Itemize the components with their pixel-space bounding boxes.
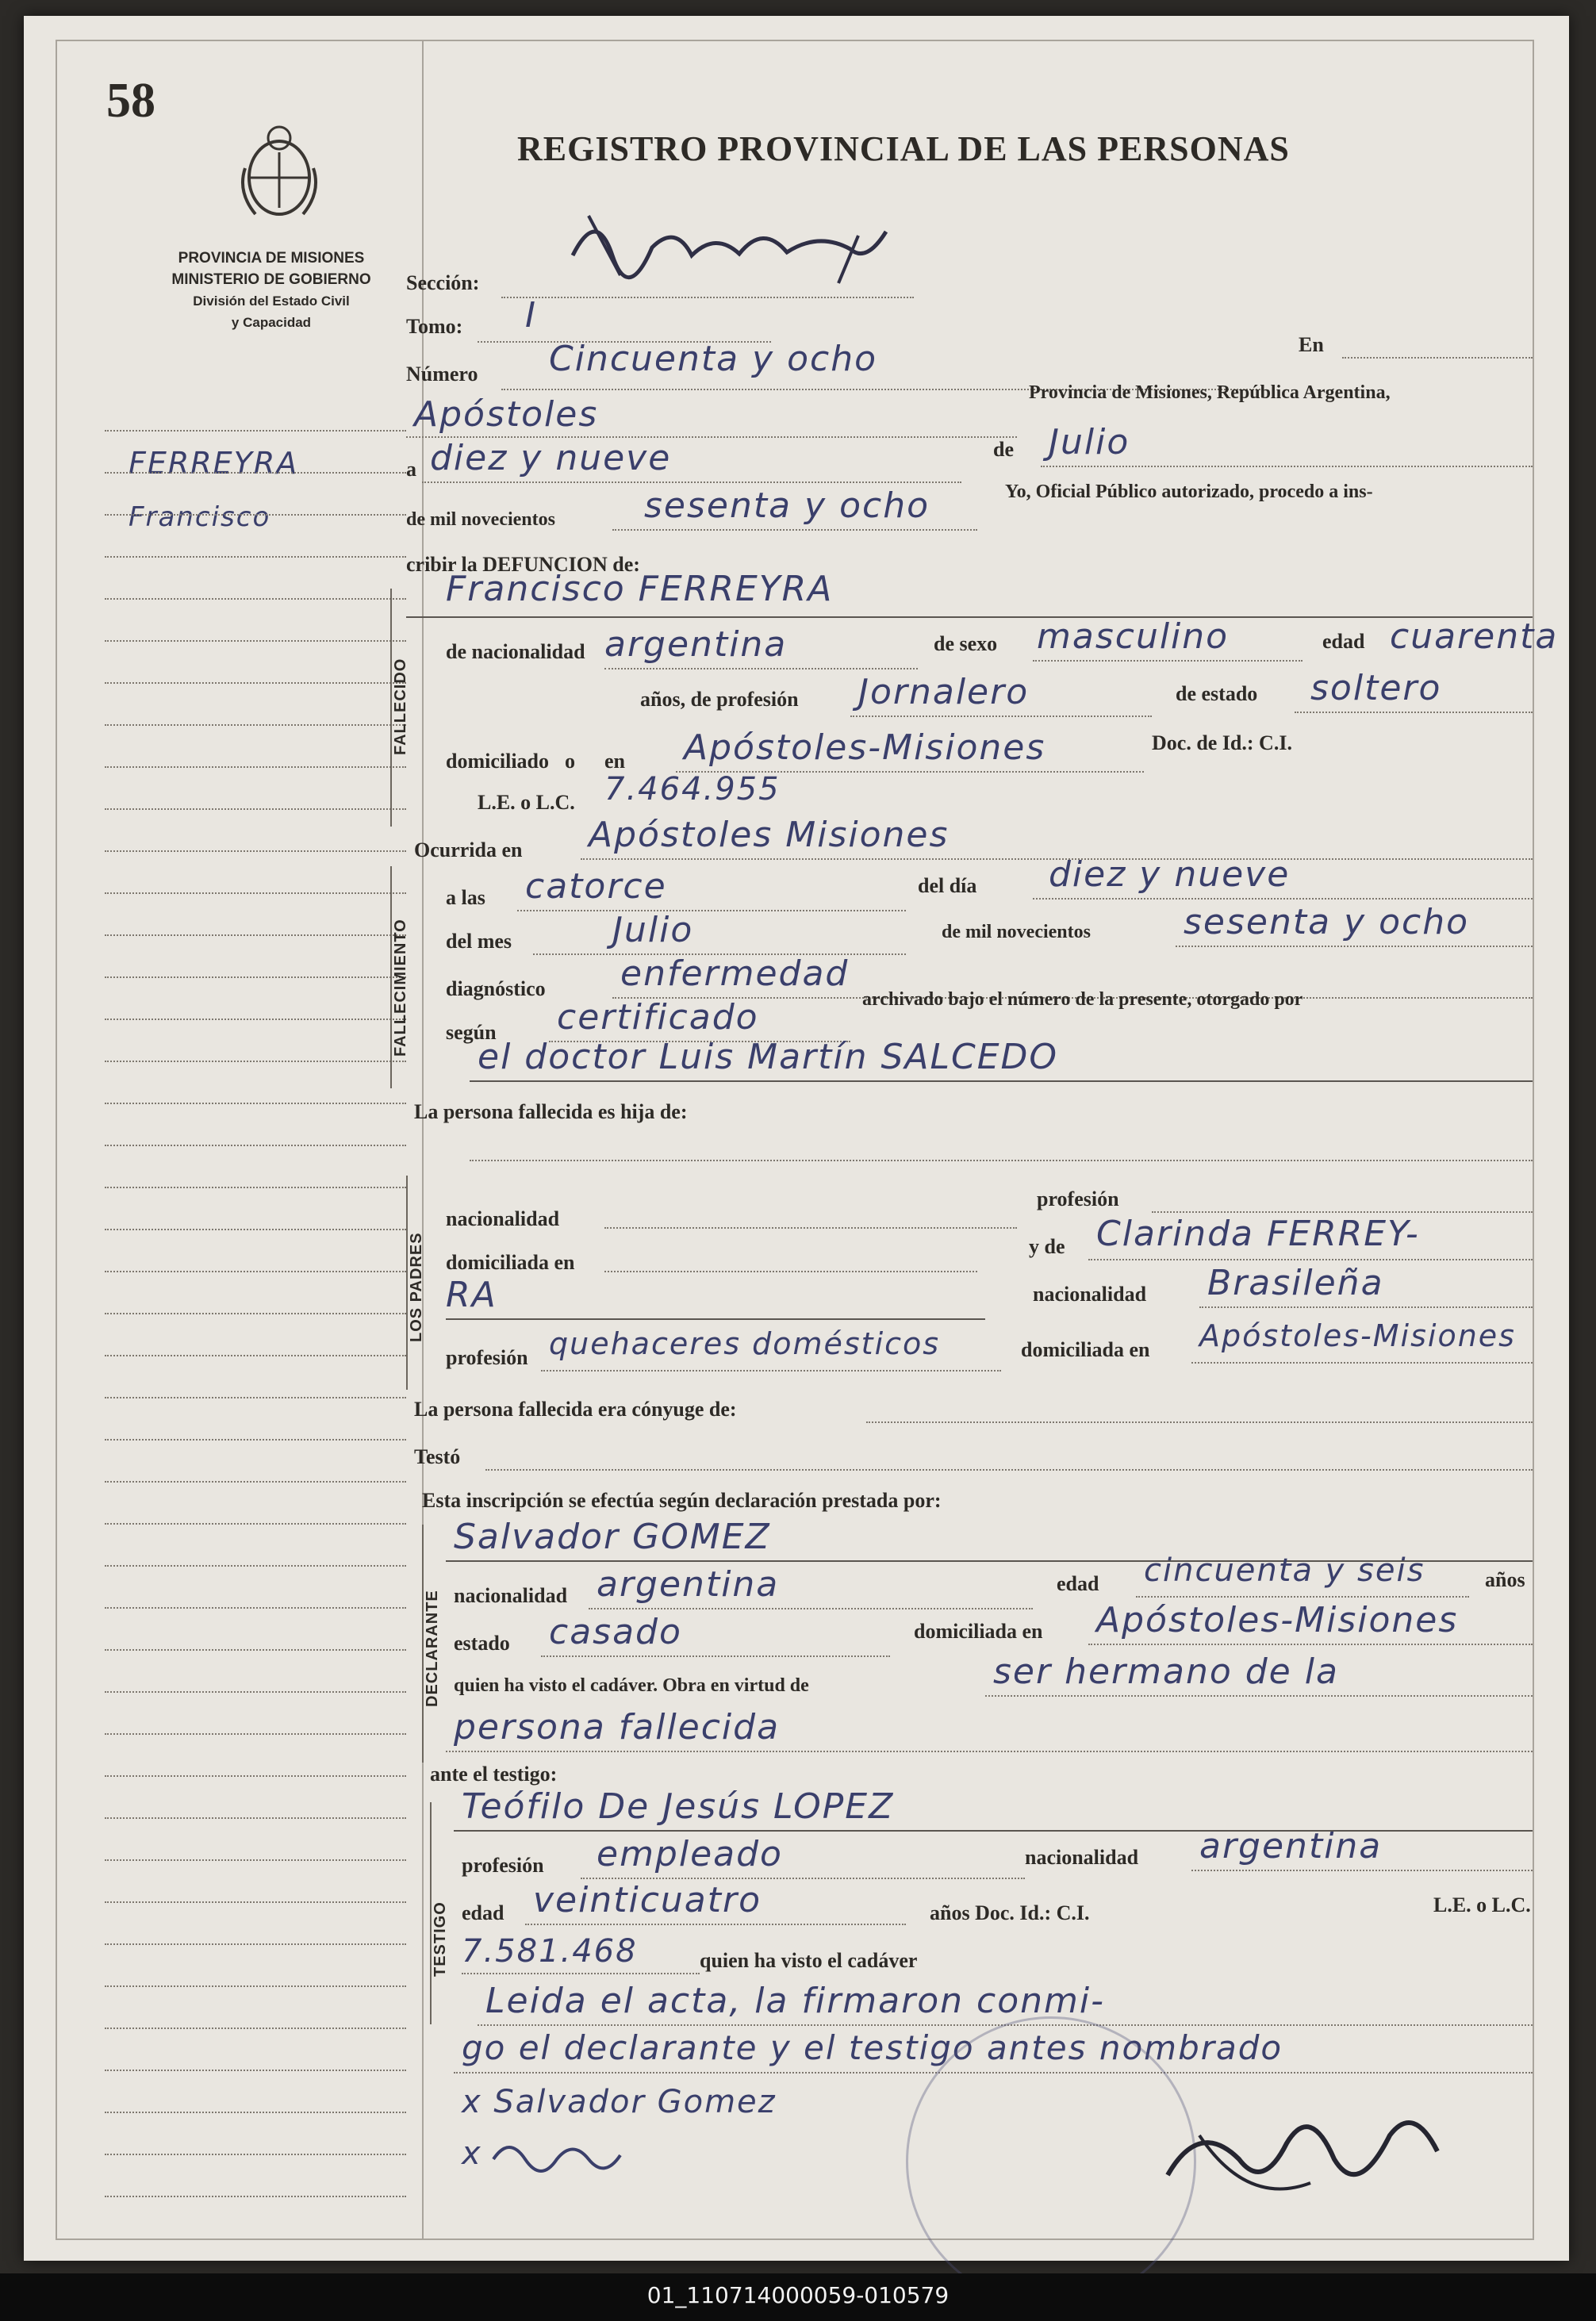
estado-label: de estado: [1176, 682, 1258, 705]
margin-ruled-line: [105, 1019, 406, 1020]
y-de-label: y de: [1029, 1235, 1065, 1258]
margin-ruled-line: [105, 1523, 406, 1525]
sexo-value: masculino: [1037, 616, 1230, 657]
madre-profesion-label: profesión: [446, 1346, 528, 1369]
declarante-section-label: DECLARANTE: [424, 1590, 441, 1707]
conyuge-label: La persona fallecida era cónyuge de:: [414, 1398, 737, 1421]
tomo-value: I: [525, 295, 537, 336]
margin-ruled-line: [105, 1229, 406, 1230]
margin-ruled-line: [105, 1943, 406, 1945]
declarante-estado-value: casado: [549, 1612, 682, 1652]
domiciliado-label: domiciliado: [446, 750, 550, 773]
margin-ruled-line: [105, 1733, 406, 1735]
madre-profesion-value: quehaceres domésticos: [549, 1326, 941, 1361]
dia-value: diez y nueve: [1049, 854, 1291, 895]
testigo-le-value: 7.581.468: [462, 1933, 638, 1970]
padre-profesion-label: profesión: [1037, 1187, 1119, 1210]
official-signature-icon: [565, 200, 898, 287]
day-value: diez y nueve: [430, 438, 672, 478]
testigo-nacionalidad-label: nacionalidad: [1025, 1846, 1139, 1869]
margin-ruled-line: [105, 472, 406, 474]
declarante-edad-value: cincuenta y seis: [1144, 1552, 1425, 1589]
margin-ruled-line: [105, 430, 406, 432]
testigo-edad-label: edad: [462, 1901, 505, 1924]
testigo-signature: x: [462, 2135, 482, 2172]
division-label-1: División del Estado Civil: [193, 293, 350, 309]
provincia-label: Provincia de Misiones, República Argentina,: [1029, 382, 1391, 403]
margin-surname: FERREYRA: [129, 446, 299, 481]
en-label: En: [1299, 333, 1324, 356]
inscribir-label: cribir la DEFUNCION de:: [406, 553, 640, 576]
segun-label: según: [446, 1021, 497, 1044]
de-label: de: [993, 438, 1014, 461]
domicilio-value: Apóstoles-Misiones: [684, 727, 1046, 768]
madre-name-cont: RA: [446, 1275, 497, 1315]
declarante-domicilio-value: Apóstoles-Misiones: [1096, 1600, 1459, 1640]
declarante-virtud-value-cont: persona fallecida: [454, 1707, 781, 1747]
declarante-nacionalidad-value: argentina: [597, 1564, 780, 1605]
month-value: Julio: [1049, 422, 1130, 462]
testigo-le-label: L.E. o L.C.: [1433, 1893, 1531, 1916]
margin-column: [89, 41, 424, 2239]
numero-label: Número: [406, 363, 478, 386]
diagnostico-label: diagnóstico: [446, 977, 546, 1000]
margin-ruled-line: [105, 766, 406, 768]
padre-domiciliada-label: domiciliada en: [446, 1251, 575, 1274]
margin-ruled-line: [105, 976, 406, 978]
margin-ruled-line: [105, 1691, 406, 1693]
madre-nacionalidad-value: Brasileña: [1207, 1263, 1384, 1303]
doc-id-label: Doc. de Id.: C.I.: [1152, 731, 1292, 754]
testigo-visto-label: quien ha visto el cadáver: [700, 1949, 918, 1972]
margin-ruled-line: [105, 1103, 406, 1104]
declaracion-label: Esta inscripción se efectúa según declaración prestada por:: [422, 1489, 942, 1512]
closing-line-1: Leida el acta, la firmaron conmi-: [485, 1981, 1105, 2021]
declarante-visto-label: quien ha visto el cadáver. Obra en virtud de: [454, 1675, 809, 1696]
padre-nacionalidad-label: nacionalidad: [446, 1207, 560, 1230]
margin-ruled-line: [105, 682, 406, 684]
margin-ruled-line: [105, 724, 406, 726]
division-label-2: y Capacidad: [231, 315, 312, 330]
margin-ruled-line: [105, 1355, 406, 1356]
declarante-name: Salvador GOMEZ: [454, 1517, 771, 1557]
testigo-doc-label: años Doc. Id.: C.I.: [930, 1901, 1090, 1924]
document-title: REGISTRO PROVINCIAL DE LAS PERSONAS: [517, 129, 1290, 168]
anos-profesion-label: años, de profesión: [640, 688, 799, 711]
margin-ruled-line: [105, 2112, 406, 2113]
tomo-label: Tomo:: [406, 315, 463, 338]
madre-name: Clarinda FERREY-: [1096, 1214, 1420, 1254]
margin-ruled-line: [105, 808, 406, 810]
margin-ruled-line: [105, 1313, 406, 1314]
oficial-label: Yo, Oficial Público autorizado, procedo a ins-: [1005, 481, 1373, 502]
margin-ruled-line: [105, 1145, 406, 1146]
testigo-profesion-label: profesión: [462, 1854, 544, 1877]
estado-value: soltero: [1310, 668, 1442, 708]
mes-value: Julio: [612, 910, 694, 950]
declarante-signature: x Salvador Gomez: [462, 2084, 777, 2120]
dia-label: del día: [918, 874, 977, 897]
testigo-name: Teófilo De Jesús LOPEZ: [462, 1786, 895, 1827]
ante-testigo-label: ante el testigo:: [430, 1763, 558, 1786]
margin-ruled-line: [105, 2028, 406, 2029]
footer-code: 01_110714000059-010579: [0, 2273, 1596, 2321]
fallecido-section-label: FALLECIDO: [392, 658, 409, 755]
edad-value: cuarenta: [1390, 616, 1559, 657]
domicilio-en-label: en: [604, 750, 625, 773]
declarante-edad-label: edad: [1057, 1572, 1099, 1595]
le-label: L.E. o L.C.: [478, 791, 575, 814]
margin-ruled-line: [105, 850, 406, 852]
margin-ruled-line: [105, 556, 406, 558]
anio-label: de mil novecientos: [942, 922, 1091, 942]
place-value: Apóstoles: [414, 394, 599, 435]
fallecido-name: Francisco FERREYRA: [446, 569, 834, 609]
sexo-label: de sexo: [934, 632, 998, 655]
margin-ruled-line: [105, 1901, 406, 1903]
margin-ruled-line: [105, 1775, 406, 1777]
mes-label: del mes: [446, 930, 512, 953]
declarante-virtud-value: ser hermano de la: [993, 1652, 1339, 1692]
segun-value: certificado: [557, 997, 759, 1038]
year-label: de mil novecientos: [406, 509, 555, 530]
year-value: sesenta y ocho: [644, 485, 930, 526]
nacionalidad-value: argentina: [604, 624, 788, 665]
doctor-value: el doctor Luis Martín SALCEDO: [478, 1037, 1059, 1077]
declarante-domiciliada-label: domiciliada en: [914, 1620, 1043, 1643]
margin-ruled-line: [105, 1817, 406, 1819]
coat-of-arms-icon: [236, 121, 323, 224]
declarante-estado-label: estado: [454, 1632, 510, 1655]
margin-ruled-line: [105, 1481, 406, 1483]
diagnostico-value: enfermedad: [620, 953, 850, 994]
testigo-signature-scribble-icon: [485, 2127, 628, 2183]
margin-ruled-line: [105, 1187, 406, 1188]
margin-ruled-line: [105, 934, 406, 936]
margin-ruled-line: [105, 1061, 406, 1062]
ocurrida-value: Apóstoles Misiones: [589, 815, 950, 855]
margin-ruled-line: [105, 1565, 406, 1567]
margin-ruled-line: [105, 2154, 406, 2155]
margin-ruled-line: [105, 598, 406, 600]
archivado-label: archivado bajo el número de la presente, otorgado por: [862, 989, 1303, 1010]
ministry-label: MINISTERIO DE GOBIERNO: [171, 271, 371, 288]
testigo-section-label: TESTIGO: [432, 1901, 449, 1977]
madre-domicilio-value: Apóstoles-Misiones: [1199, 1318, 1516, 1353]
anio-value: sesenta y ocho: [1184, 902, 1470, 942]
margin-ruled-line: [105, 2196, 406, 2197]
officer-signature-icon: [1152, 2088, 1469, 2223]
testo-label: Testó: [414, 1445, 461, 1468]
declarante-anos-label: años: [1485, 1568, 1525, 1591]
margin-ruled-line: [105, 1607, 406, 1609]
seccion-label: Sección:: [406, 271, 480, 294]
testigo-nacionalidad-value: argentina: [1199, 1826, 1383, 1866]
margin-ruled-line: [105, 1439, 406, 1441]
margin-given-name: Francisco: [129, 501, 271, 533]
margin-ruled-line: [105, 2070, 406, 2071]
margin-ruled-line: [105, 1985, 406, 1987]
ocurrida-label: Ocurrida en: [414, 838, 523, 861]
profesion-value: Jornalero: [858, 672, 1030, 712]
closing-line-2: go el declarante y el testigo antes nombrado: [462, 2028, 1283, 2067]
madre-domiciliada-label: domiciliada en: [1021, 1338, 1150, 1361]
declarante-nacionalidad-label: nacionalidad: [454, 1584, 568, 1607]
register-page: [24, 16, 1569, 2261]
margin-ruled-line: [105, 1271, 406, 1272]
margin-ruled-line: [105, 640, 406, 642]
edad-label: edad: [1322, 630, 1365, 653]
fallecimiento-section-label: FALLECIMIENTO: [392, 919, 409, 1057]
numero-value: Cincuenta y ocho: [549, 339, 878, 379]
le-value: 7.464.955: [604, 771, 781, 808]
testigo-edad-value: veinticuatro: [533, 1880, 762, 1920]
hija-label: La persona fallecida es hija de:: [414, 1100, 688, 1123]
nacionalidad-label: de nacionalidad: [446, 640, 585, 663]
a-las-label: a las: [446, 886, 485, 909]
padres-section-label: LOS PADRES: [408, 1232, 425, 1342]
page-frame: [56, 40, 1559, 2240]
province-label: PROVINCIA DE MISIONES: [178, 250, 365, 267]
a-label: a: [406, 458, 416, 481]
margin-ruled-line: [105, 1859, 406, 1861]
testigo-profesion-value: empleado: [597, 1834, 783, 1874]
margin-ruled-line: [105, 1649, 406, 1651]
domiciliado-suffix: o: [565, 750, 575, 773]
margin-ruled-line: [105, 514, 406, 516]
hora-value: catorce: [525, 866, 667, 907]
page-number: 58: [106, 74, 155, 128]
margin-ruled-line: [105, 892, 406, 894]
margin-ruled-line: [105, 1397, 406, 1398]
madre-nacionalidad-label: nacionalidad: [1033, 1283, 1147, 1306]
